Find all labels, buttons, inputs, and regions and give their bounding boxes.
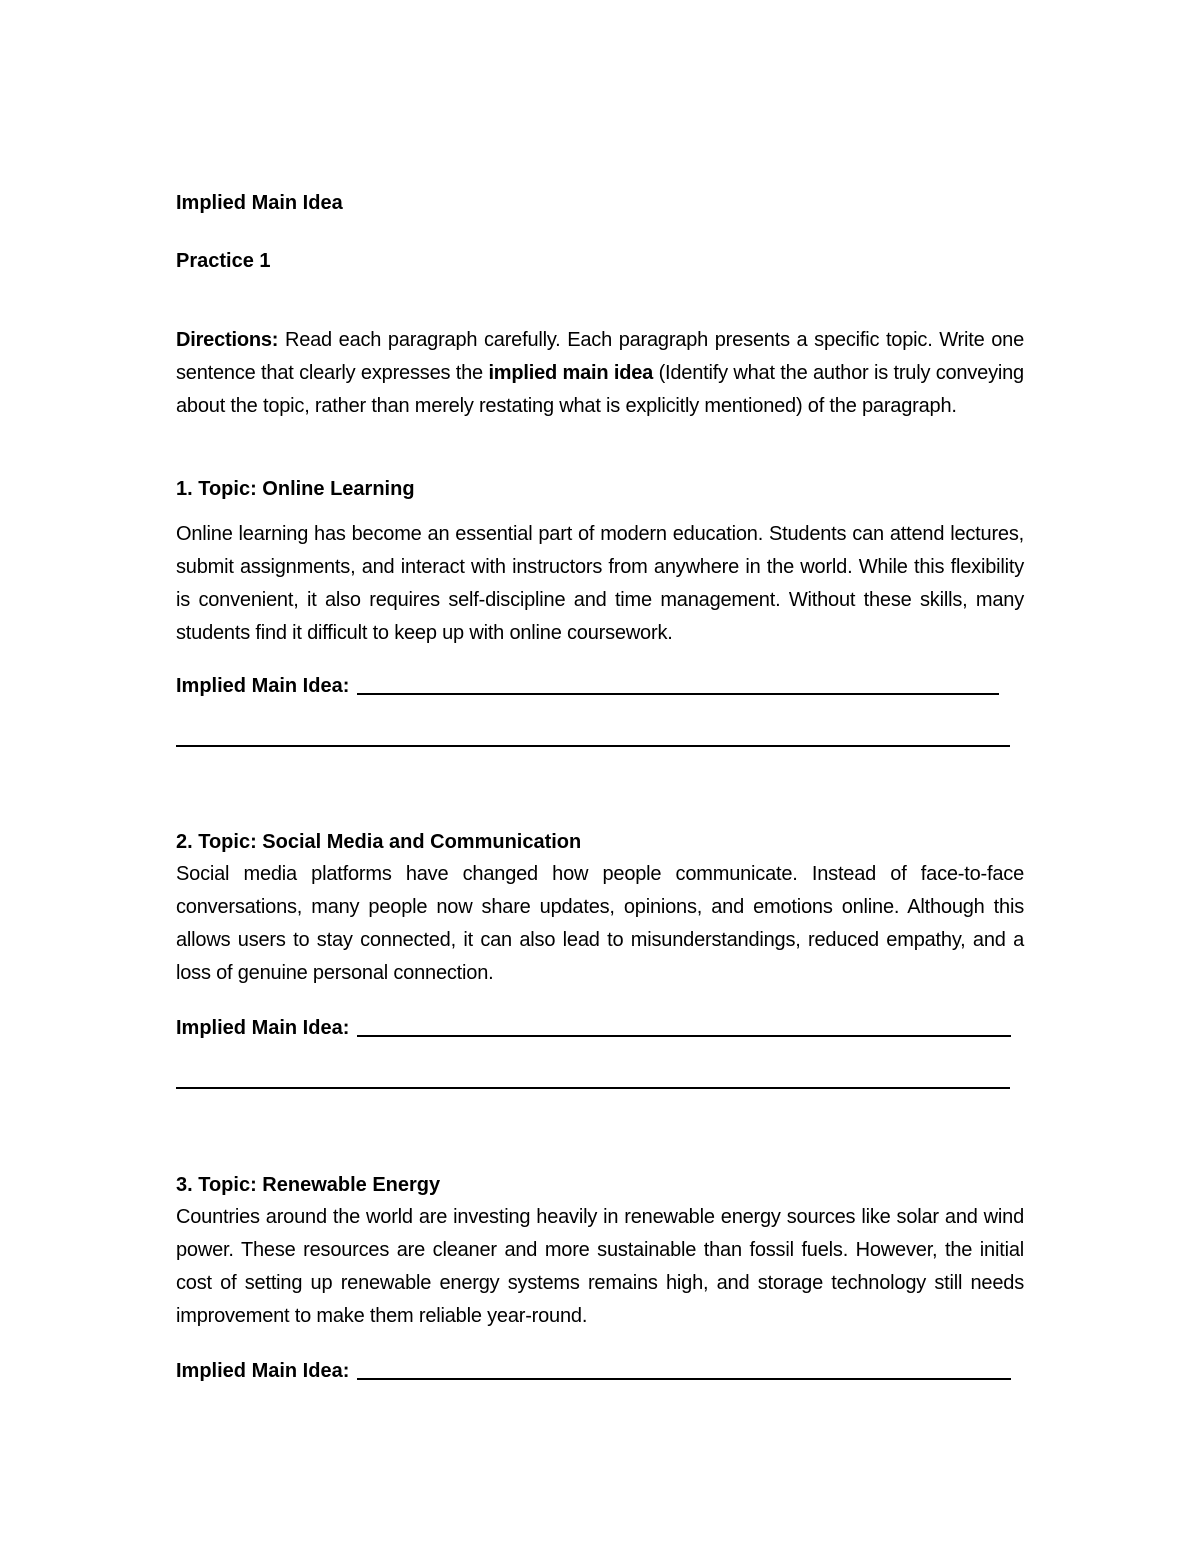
section-social-media [176, 830, 1024, 990]
topic-heading: 1. Topic: Online Learning [176, 478, 415, 500]
directions-text-2: (Identify what the author is truly conveying about the topic, rather than merely restating what is explicitly mentioned) of the paragraph. [176, 362, 1024, 417]
directions-label: Directions: [176, 329, 279, 351]
answer-row-3 [176, 1357, 1011, 1383]
answer-label: Implied Main Idea: [176, 1360, 350, 1382]
practice-subtitle: Practice 1 [176, 250, 271, 272]
answer-line-2[interactable] [357, 1035, 1011, 1037]
answer-line-1[interactable] [357, 693, 999, 695]
answer-row-2 [176, 1014, 1011, 1040]
page-title: Implied Main Idea [176, 192, 343, 214]
directions-text-1: Read each paragraph carefully. Each paragraph presents a specific topic. Write one sentence that clearly expresses the [176, 329, 1024, 384]
topic-paragraph: Countries around the world are investing heavily in renewable energy sources like solar and wind power. These resources are cleaner and more sustainable than fossil fuels. However, the initial cost of setting up renewable energy systems remains high, and storage technology still needs improvement to make them reliable year-round. [176, 1206, 1024, 1327]
topic-heading: 3. Topic: Renewable Energy [176, 1174, 441, 1196]
worksheet-page [176, 0, 1024, 1553]
answer-row-1 [176, 672, 999, 698]
topic-paragraph: Online learning has become an essential part of modern education. Students can attend lectures, submit assignments, and interact with instructors from anywhere in the world. While this flexibility is convenient, it also requires self-discipline and time management. Without these skills, many students find it difficult to keep up with online coursework. [176, 523, 1024, 644]
answer-label: Implied Main Idea: [176, 675, 350, 697]
section-renewable-energy [176, 1173, 1024, 1333]
directions-emphasis: implied main idea [488, 362, 654, 384]
topic-heading: 2. Topic: Social Media and Communication [176, 831, 582, 853]
topic-paragraph: Social media platforms have changed how people communicate. Instead of face-to-face conversations, many people now share updates, opinions, and emotions online. Although this allows users to stay connected, it can also lead to misunderstandings, reduced empathy, and a loss of genuine personal connection. [176, 863, 1024, 984]
answer-line-3[interactable] [357, 1378, 1011, 1380]
answer-blank-line-1b[interactable] [176, 745, 1010, 747]
answer-blank-line-2b[interactable] [176, 1087, 1010, 1089]
answer-label: Implied Main Idea: [176, 1017, 350, 1039]
section-online-learning [176, 477, 1024, 650]
directions-paragraph [176, 324, 1024, 423]
